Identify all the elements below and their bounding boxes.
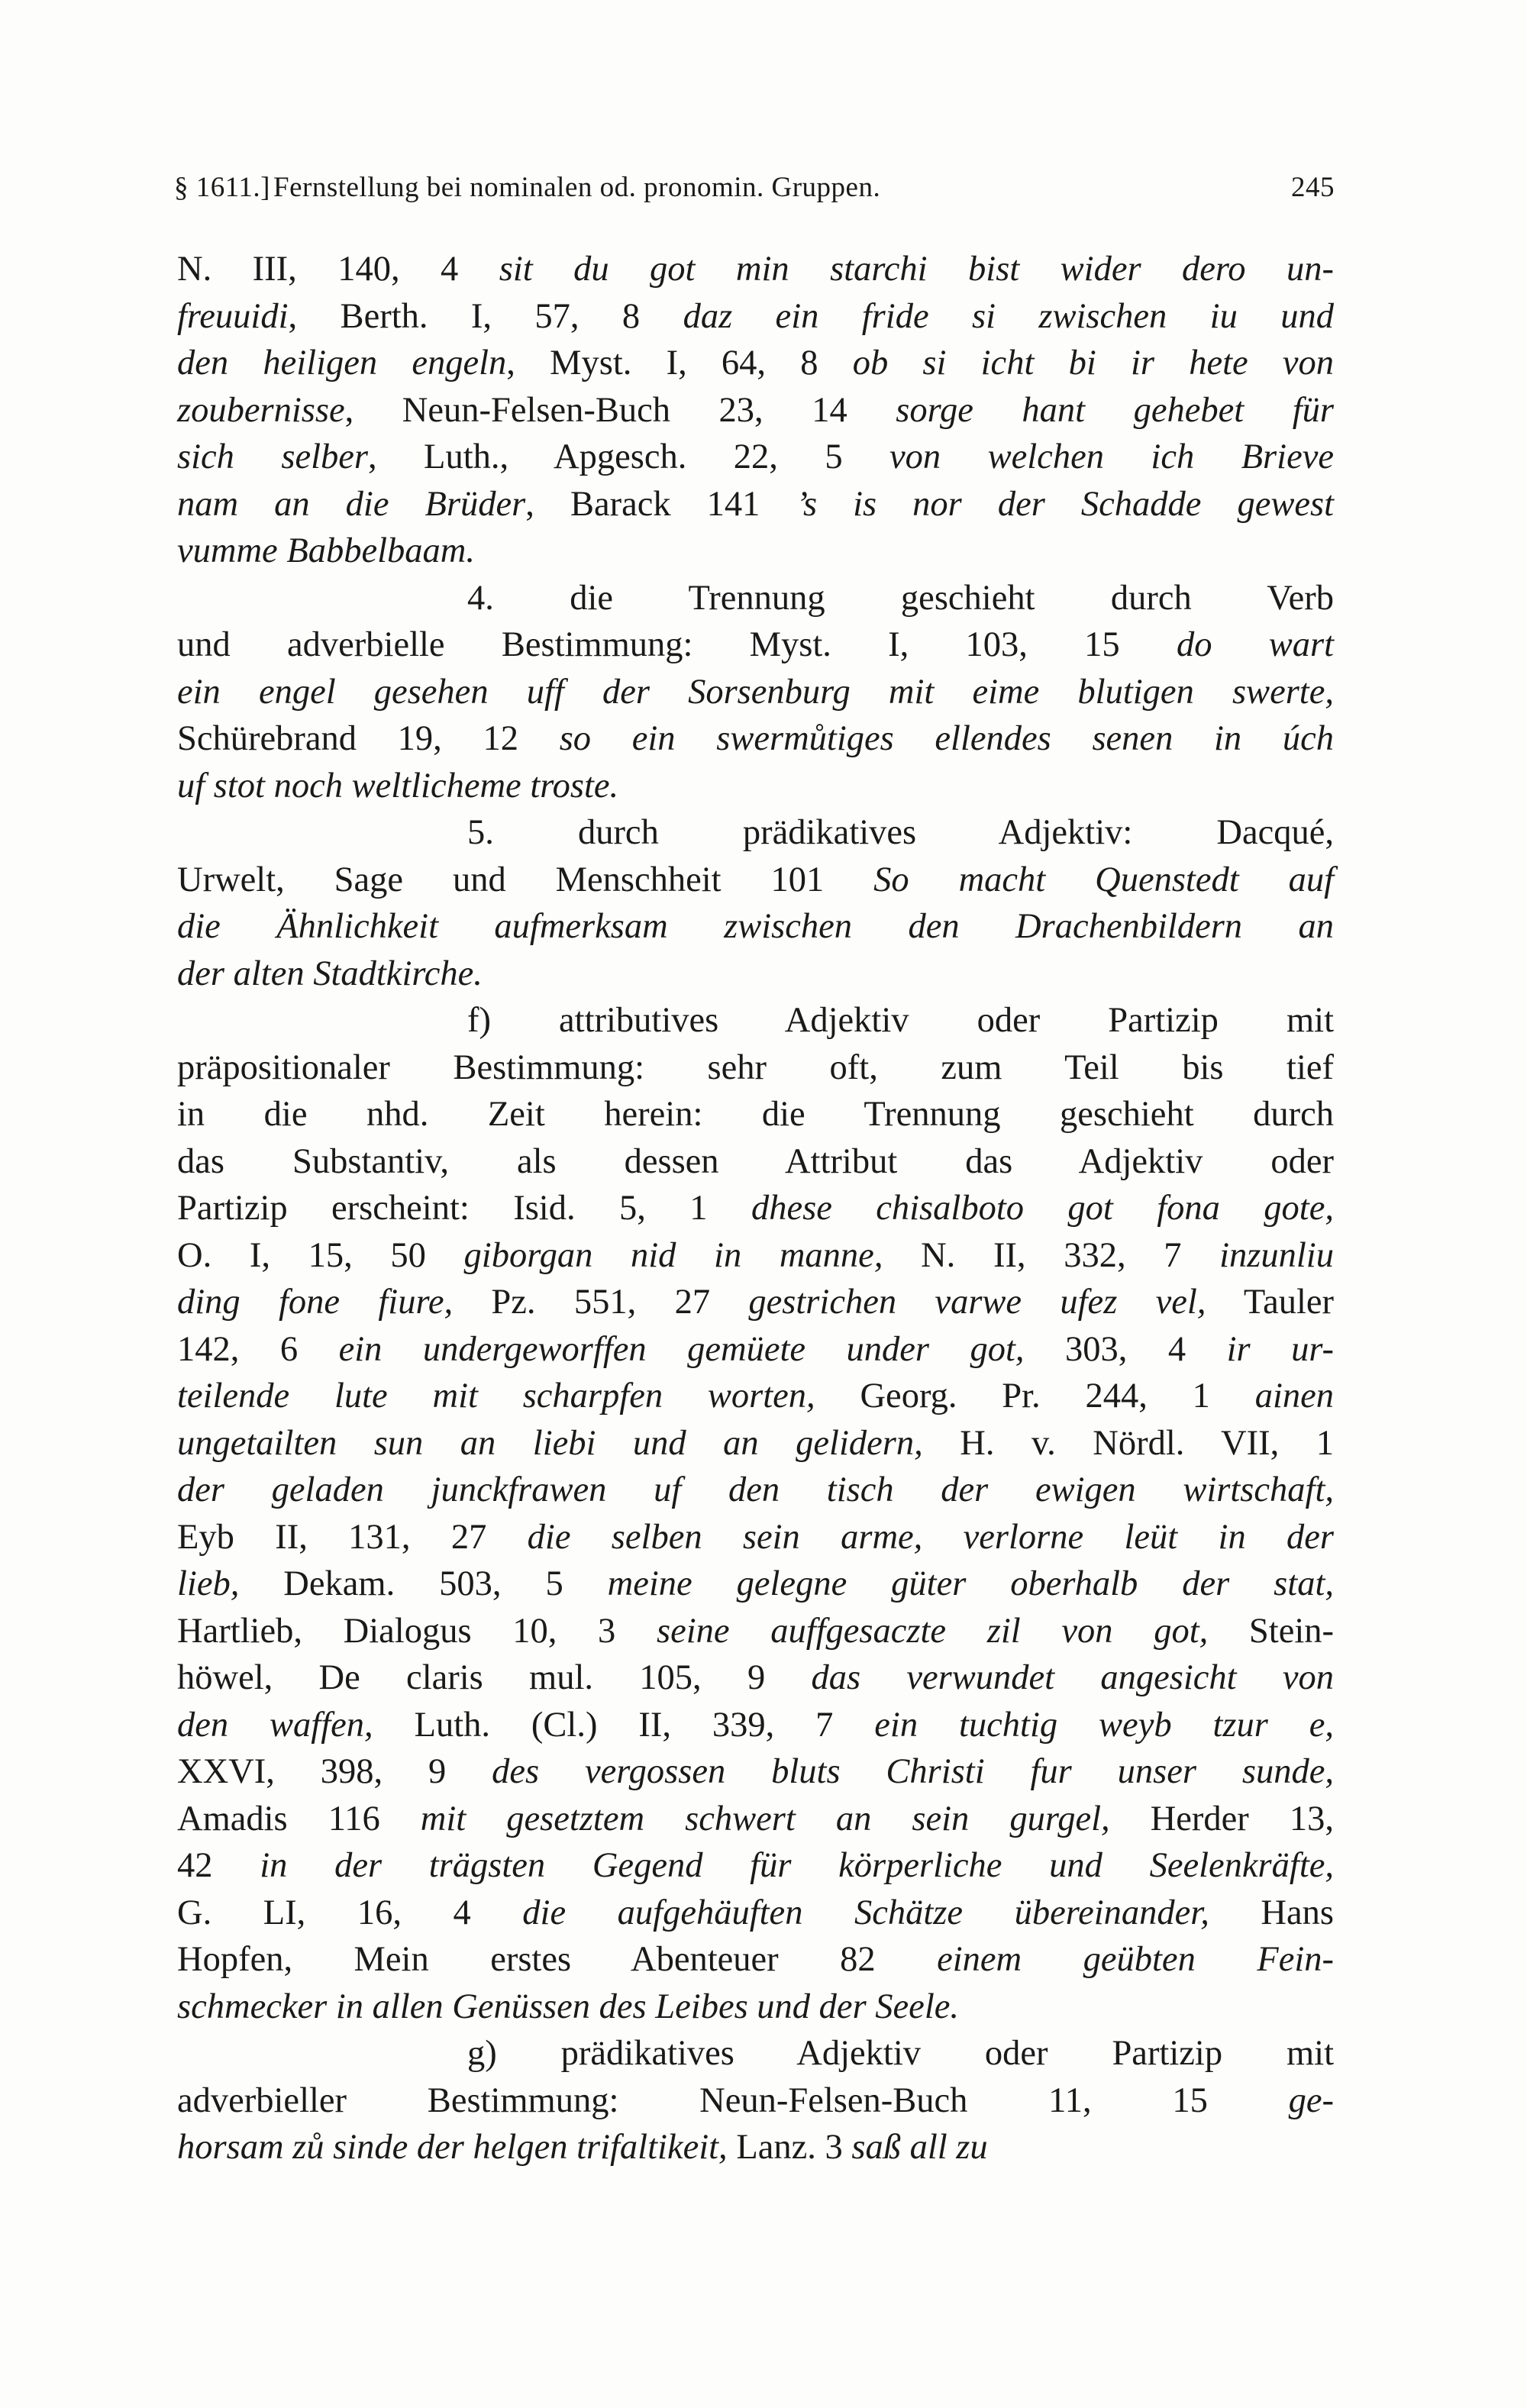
italic-citation: ob si icht bi ir hete von — [852, 344, 1334, 383]
text-line — [177, 528, 1334, 575]
italic-citation: den waffen, — [177, 1705, 373, 1745]
text-line — [177, 481, 1334, 528]
italic-citation: mit gesetztem schwert an sein gurgel, — [420, 1799, 1110, 1838]
italic-citation: die aufgehäuften Schätze übereinander, — [522, 1893, 1209, 1932]
italic-citation: ein engel gesehen uff der Sorsenburg mit eime blutigen swerte, — [177, 672, 1334, 712]
text-segment: H. v. Nördl. VII, 1 — [922, 1423, 1334, 1463]
text-line — [177, 1702, 1334, 1749]
italic-citation: ding fone fiure, — [177, 1283, 454, 1322]
text-line — [177, 1279, 1334, 1326]
italic-citation: schmecker in allen Genüssen des Leibes und der Seele. — [177, 1987, 959, 2026]
text-segment: 42 — [177, 1846, 260, 1885]
page-number: 245 — [1291, 172, 1335, 203]
text-segment: , Luth., Apgesch. 22, 5 — [367, 437, 890, 476]
italic-citation: den heiligen engeln — [177, 344, 507, 383]
text-line — [177, 1326, 1334, 1373]
text-line — [177, 1936, 1334, 1984]
text-segment: N. II, 332, 7 — [883, 1235, 1220, 1275]
italic-citation: einem geübten Fein- — [937, 1940, 1334, 1979]
text-line — [177, 293, 1334, 341]
section-reference: § 1611.] — [174, 172, 270, 203]
text-segment: , Myst. I, 64, 8 — [506, 344, 853, 383]
italic-citation: horsam zů sinde der helgen trifaltikeit, — [177, 2128, 728, 2167]
text-segment: , Neun-Felsen-Buch 23, 14 — [344, 390, 896, 430]
text-line — [177, 1185, 1334, 1232]
italic-citation: teilende lute mit scharpfen worten, — [177, 1377, 815, 1415]
body-text — [177, 246, 1334, 2171]
text-line — [177, 669, 1334, 716]
italic-citation: der alten Stadtkirche. — [177, 954, 483, 993]
text-segment: Dekam. 503, 5 — [239, 1564, 608, 1603]
text-segment: 4. die Trennung geschieht durch Verb — [467, 578, 1334, 618]
text-line — [177, 575, 1334, 622]
italic-citation: vumme Babbelbaam. — [177, 531, 475, 570]
italic-citation: sich selber — [177, 437, 368, 476]
text-line — [177, 1890, 1334, 1937]
text-line — [177, 903, 1334, 951]
italic-citation: ein undergeworffen gemüete under got, — [338, 1329, 1025, 1369]
italic-citation: ir ur- — [1226, 1329, 1334, 1369]
text-segment: Urwelt, Sage und Menschheit 101 — [177, 860, 874, 899]
text-segment: präpositionaler Bestimmung: sehr oft, zum Teil bis tief — [177, 1047, 1334, 1087]
text-segment: 5. durch prädikatives Adjektiv: Dacqué, — [467, 813, 1334, 852]
text-line — [177, 951, 1334, 998]
text-segment: und adverbielle Bestimmung: Myst. I, 103, 15 — [177, 625, 1177, 664]
text-line — [177, 1420, 1334, 1467]
text-segment: in die nhd. Zeit herein: die Trennung geschieht durch — [177, 1095, 1334, 1134]
italic-citation: von welchen ich Brieve — [889, 437, 1334, 476]
italic-citation: ainen — [1254, 1377, 1334, 1415]
italic-citation: das verwundet angesicht von — [811, 1658, 1334, 1697]
text-line — [177, 1796, 1334, 1843]
text-line — [177, 246, 1334, 293]
text-line — [177, 434, 1334, 481]
text-segment: Eyb II, 131, 27 — [177, 1517, 528, 1557]
text-line — [177, 2077, 1334, 2125]
italic-citation: zoubernisse — [177, 390, 345, 430]
text-segment: adverbieller Bestimmung: Neun-Felsen-Buch 11, 15 — [177, 2080, 1289, 2120]
italic-citation: ungetailten sun an liebi und an gelidern, — [177, 1423, 923, 1463]
text-segment: Tauler — [1206, 1283, 1335, 1322]
italic-citation: daz ein fride si zwischen iu und — [683, 296, 1334, 336]
italic-citation: ein tuchtig weyb tzur e, — [874, 1705, 1335, 1745]
italic-citation: ge- — [1288, 2080, 1334, 2120]
text-line — [177, 1984, 1334, 2031]
text-line — [177, 1044, 1334, 1092]
text-line — [177, 763, 1334, 810]
text-line — [177, 1138, 1334, 1186]
text-line — [177, 1232, 1334, 1280]
italic-citation: dhese chisalboto got fona gote, — [751, 1189, 1334, 1228]
italic-citation: inzunliu — [1219, 1235, 1334, 1275]
italic-citation: der geladen junckfrawen uf den tisch der ewigen wirtschaft, — [177, 1470, 1334, 1509]
italic-citation: lieb, — [177, 1564, 240, 1603]
running-title: Fernstellung bei nominalen od. pronomin. Gruppen. — [273, 172, 881, 203]
italic-citation: So macht Quenstedt auf — [873, 860, 1334, 899]
italic-citation: uf stot noch weltlicheme troste. — [177, 766, 619, 805]
text-segment: , Barack 141 — [525, 484, 796, 524]
text-segment: Schürebrand 19, 12 — [177, 719, 560, 758]
text-segment: 303, 4 — [1024, 1329, 1227, 1369]
italic-citation: meine gelegne güter oberhalb der stat, — [607, 1564, 1334, 1603]
italic-citation: die selben sein arme, verlorne leüt in der — [527, 1517, 1334, 1557]
text-line — [177, 1608, 1334, 1655]
text-segment: XXVI, 398, 9 — [177, 1752, 492, 1791]
text-line — [177, 1514, 1334, 1561]
text-line — [177, 1091, 1334, 1138]
italic-citation: ’s is nor der Schadde gewest — [796, 484, 1335, 524]
text-line — [177, 809, 1334, 857]
italic-citation: so ein swermůtiges ellendes senen in úch — [559, 719, 1334, 758]
text-line — [177, 715, 1334, 763]
text-line — [177, 1654, 1334, 1702]
italic-citation: sorge hant gehebet für — [896, 390, 1334, 430]
italic-citation: in der trägsten Gegend für körperliche und Seelenkräfte, — [260, 1846, 1334, 1885]
text-line — [177, 1842, 1334, 1890]
text-segment: Hopfen, Mein erstes Abenteuer 82 — [177, 1940, 938, 1979]
text-segment: 142, 6 — [177, 1329, 339, 1369]
italic-citation: freuuidi — [177, 296, 289, 336]
text-segment: g) prädikatives Adjektiv oder Partizip mit — [467, 2034, 1334, 2073]
text-segment: Stein- — [1208, 1611, 1334, 1651]
text-segment: Hartlieb, Dialogus 10, 3 — [177, 1611, 657, 1651]
italic-citation: do wart — [1176, 625, 1334, 664]
italic-citation: gestrichen varwe ufez vel, — [748, 1283, 1206, 1322]
text-segment: f) attributives Adjektiv oder Partizip mit — [467, 1001, 1334, 1040]
text-segment: Partizip erscheint: Isid. 5, 1 — [177, 1189, 751, 1228]
text-line — [177, 2124, 1334, 2171]
text-line — [177, 857, 1334, 904]
italic-citation: saß all zu — [851, 2128, 988, 2167]
text-line — [177, 1373, 1334, 1420]
text-line — [177, 387, 1334, 434]
italic-citation: giborgan nid in manne, — [463, 1235, 883, 1275]
italic-citation: seine auffgesaczte zil von got, — [656, 1611, 1209, 1651]
italic-citation: nam an die Brüder — [177, 484, 526, 524]
text-line — [177, 1561, 1334, 1608]
text-segment: Herder 13, — [1109, 1799, 1334, 1838]
text-line — [177, 621, 1334, 669]
italic-citation: sit du got min starchi bist wider dero un- — [499, 250, 1334, 289]
text-segment: O. I, 15, 50 — [177, 1235, 464, 1275]
text-line — [177, 1467, 1334, 1514]
text-segment: höwel, De claris mul. 105, 9 — [177, 1658, 812, 1697]
text-segment: Lanz. 3 — [727, 2128, 852, 2167]
running-header — [174, 171, 1335, 217]
text-segment: Pz. 551, 27 — [453, 1283, 749, 1322]
text-segment: Luth. (Cl.) II, 339, 7 — [373, 1705, 875, 1745]
text-segment: N. III, 140, 4 — [177, 250, 499, 289]
text-segment: das Substantiv, als dessen Attribut das Adjektiv oder — [177, 1141, 1334, 1181]
italic-citation: des vergossen bluts Christi fur unser sunde, — [492, 1752, 1334, 1791]
text-segment: Hans — [1209, 1893, 1334, 1932]
text-segment: Amadis 116 — [177, 1799, 421, 1838]
text-segment: , Berth. I, 57, 8 — [288, 296, 683, 336]
text-line — [177, 997, 1334, 1044]
text-line — [177, 1748, 1334, 1796]
text-segment: Georg. Pr. 244, 1 — [815, 1377, 1255, 1415]
text-line — [177, 2030, 1334, 2077]
text-segment: G. LI, 16, 4 — [177, 1893, 523, 1932]
italic-citation: die Ähnlichkeit aufmerksam zwischen den Drachenbildern an — [177, 907, 1334, 946]
text-line — [177, 340, 1334, 387]
